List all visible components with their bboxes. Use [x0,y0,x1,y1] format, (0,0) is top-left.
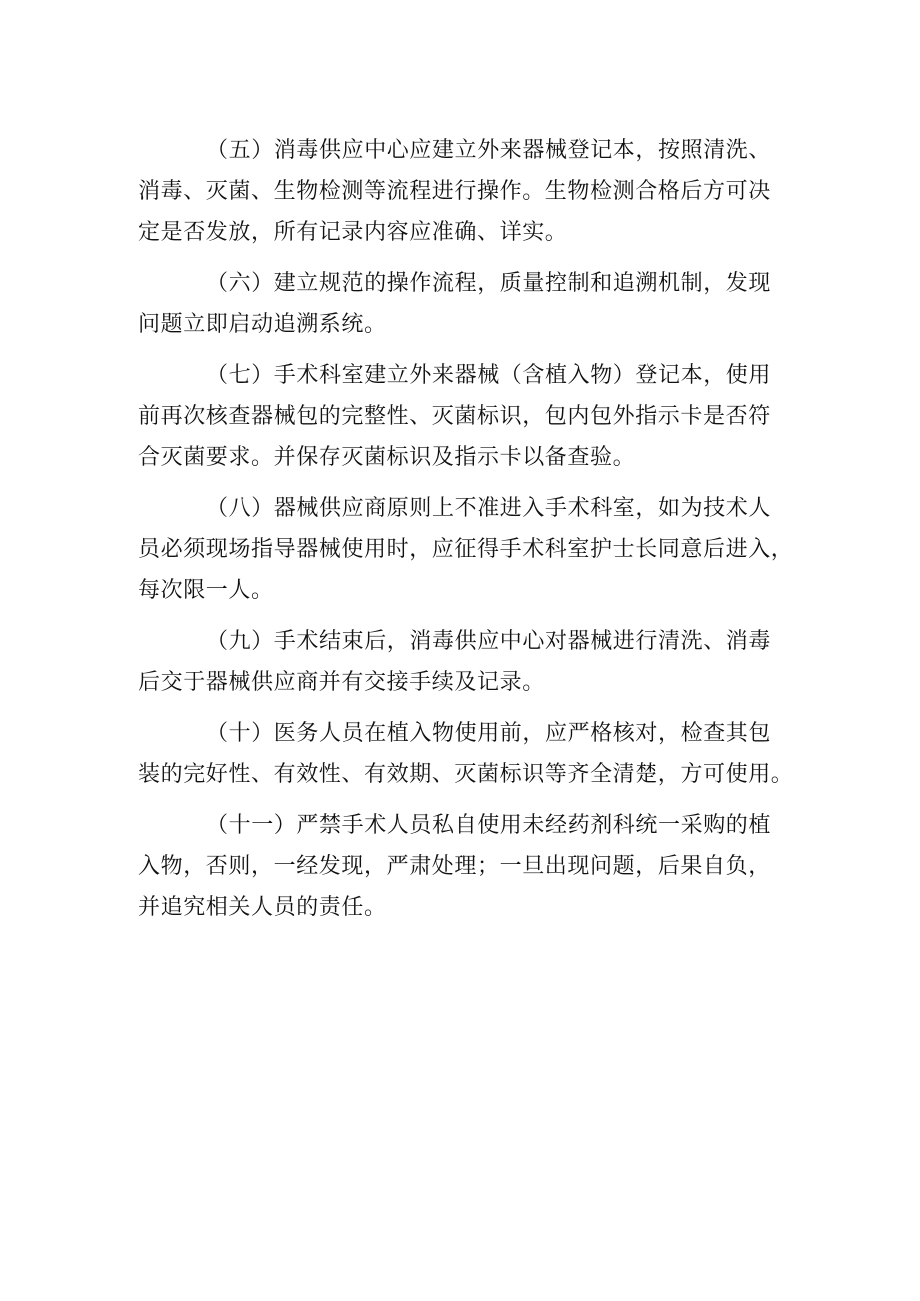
paragraph-line: 每次限一人。 [138,578,274,603]
paragraph-line: （七）手术科室建立外来器械（含植入物）登记本，使用 [206,363,772,388]
document-body [138,130,794,938]
paragraph-10 [138,713,794,795]
paragraph-line: 后交于器械供应商并有交接手续及记录。 [138,670,545,695]
paragraph-line: 入物，否则，一经发现，严肃处理；一旦出现问题，后果自负， [138,854,771,879]
paragraph-line: 并追究相关人员的责任。 [138,895,387,920]
paragraph-line: （六）建立规范的操作流程，质量控制和追溯机制，发现 [206,271,772,296]
paragraph-6 [138,263,788,345]
paragraph-line: 员必须现场指导器械使用时，应征得手术科室护士长同意后进入， [138,537,794,562]
paragraph-line: 问题立即启动追溯系统。 [138,312,387,337]
paragraph-line: 前再次核查器械包的完整性、灭菌标识，包内包外指示卡是否符 [138,404,771,429]
paragraph-line: 装的完好性、有效性、有效期、灭菌标识等齐全清楚，方可使用。 [138,762,794,787]
paragraph-line: （十一）严禁手术人员私自使用未经药剂科统一采购的植 [206,813,772,838]
paragraph-line: 定是否发放，所有记录内容应准确、详实。 [138,220,568,245]
paragraph-line: （九）手术结束后，消毒供应中心对器械进行清洗、消毒 [206,629,772,654]
paragraph-11 [138,805,788,928]
paragraph-line: 消毒、灭菌、生物检测等流程进行操作。生物检测合格后方可决 [138,179,771,204]
paragraph-line: （五）消毒供应中心应建立外来器械登记本，按照清洗、 [206,138,772,163]
paragraph-line: 合灭菌要求。并保存灭菌标识及指示卡以备查验。 [138,445,636,470]
paragraph-5 [138,130,788,253]
paragraph-line: （八）器械供应商原则上不准进入手术科室，如为技术人 [206,496,772,521]
paragraph-line: （十）医务人员在植入物使用前，应严格核对，检查其包 [206,721,772,746]
paragraph-7 [138,355,788,478]
paragraph-8 [138,488,794,611]
paragraph-9 [138,621,788,703]
